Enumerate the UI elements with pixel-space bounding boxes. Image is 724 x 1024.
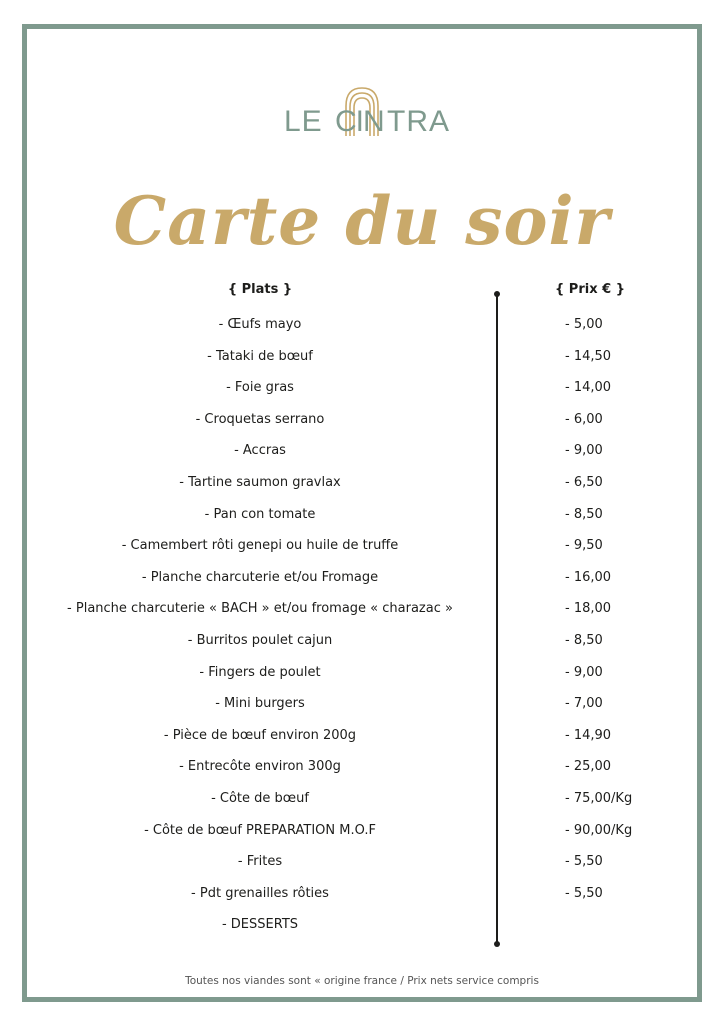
divider-dot-top (494, 291, 500, 297)
menu-item-dish: - Tataki de bœuf (207, 349, 313, 364)
divider-dot-bottom (494, 941, 500, 947)
menu-item-price: - 9,00 (565, 665, 603, 680)
menu-item-price: - 5,50 (565, 854, 603, 869)
menu-item-dish: - DESSERTS (221, 917, 299, 932)
menu-item-price: - 14,00 (565, 380, 612, 395)
footer-note: Toutes nos viandes sont « origine france / Prix nets service compris (185, 975, 539, 987)
menu-item-price: - 7,00 (565, 696, 603, 711)
menu-item-dish: - Planche charcuterie et/ou Fromage (141, 570, 379, 585)
menu-item-dish: - Burritos poulet cajun (187, 633, 333, 648)
menu-item-dish: - Croquetas serrano (195, 412, 325, 427)
menu-item-dish: - Pan con tomate (204, 507, 316, 522)
menu-item-price: - 14,90 (565, 728, 612, 743)
menu-item-price: - 9,50 (565, 538, 603, 553)
menu-item-price: - 18,00 (565, 601, 612, 616)
logo-text-right: TRA (387, 105, 450, 138)
menu-item-price: - 14,50 (565, 349, 612, 364)
menu-item-dish: - Planche charcuterie « BACH » et/ou fromage « charazac » (67, 601, 453, 616)
menu-item-dish: - Œufs mayo (218, 317, 302, 332)
menu-title: Carte du soir (113, 182, 611, 260)
menu-item-price: - 9,00 (565, 443, 603, 458)
menu-item-dish: - Fingers de poulet (199, 665, 321, 680)
menu-item-dish: - Entrecôte environ 300g (179, 759, 341, 774)
menu-item-dish: - Pièce de bœuf environ 200g (163, 728, 357, 743)
menu-item-price: - 90,00/Kg (565, 823, 633, 838)
menu-item-price: - 5,50 (565, 886, 603, 901)
logo-text-left: LE (284, 105, 323, 138)
menu-item-dish: - Côte de bœuf PREPARATION M.O.F (144, 823, 376, 838)
menu-item-price: - 6,00 (565, 412, 603, 427)
prices-column-header: { Prix € } (555, 282, 625, 297)
menu-item-dish: - Accras (234, 443, 286, 458)
menu-item-price: - 8,50 (565, 507, 603, 522)
menu-item-price: - 6,50 (565, 475, 603, 490)
menu-item-dish: - Tartine saumon gravlax (179, 475, 341, 490)
menu-item-dish: - Côte de bœuf (211, 791, 309, 806)
menu-item-dish: - Foie gras (226, 380, 294, 395)
brand-logo (0, 84, 724, 144)
menu-item-price: - 25,00 (565, 759, 612, 774)
menu-item-price: - 75,00/Kg (565, 791, 633, 806)
menu-item-price: - 8,50 (565, 633, 603, 648)
column-divider (496, 294, 498, 944)
menu-item-dish: - Mini burgers (215, 696, 305, 711)
menu-item-price: - 5,00 (565, 317, 603, 332)
menu-item-price: - 16,00 (565, 570, 612, 585)
logo-text-mid: CIN (335, 105, 384, 138)
menu-item-dish: - Frites (237, 854, 283, 869)
logo-mark-icon (262, 84, 462, 144)
menu-item-dish: - Pdt grenailles rôties (191, 886, 329, 901)
dishes-column-header: { Plats } (227, 282, 293, 297)
menu-item-dish: - Camembert rôti genepi ou huile de truffe (121, 538, 399, 553)
